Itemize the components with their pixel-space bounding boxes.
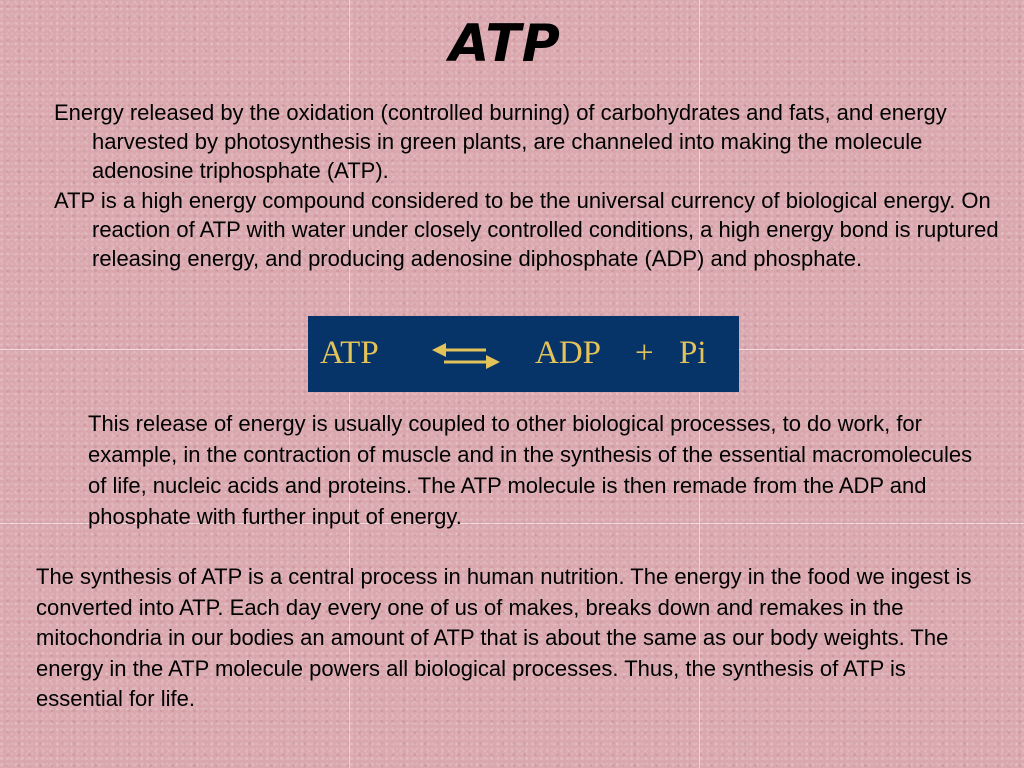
paragraph-energy-sources: Energy released by the oxidation (controlled burning) of carbohydrates and fats, and energy harvested by photosynthesis in green plants, are channeled into making the molecule adenosine triphosphate (ATP). (54, 100, 947, 183)
paragraph-atp-currency: ATP is a high energy compound considered to be the universal currency of biological energy. On reaction of ATP with water under closely controlled conditions, a high energy bond is ruptured releasing energy, and producing adenosine diphosphate (ADP) and phosphate. (54, 188, 999, 271)
equation-adp-label: ADP (535, 335, 602, 371)
equation-atp-label: ATP (320, 335, 379, 371)
slide-title: ATP (449, 14, 561, 74)
atp-equation-figure (308, 316, 739, 392)
equilibrium-arrows-icon (426, 340, 506, 372)
paragraph-atp-synthesis-nutrition: The synthesis of ATP is a central process in human nutrition. The energy in the food we ingest is converted into ATP. Each day every one of us of makes, breaks down and remakes in the mitochondria in our bodies an amount of ATP that is about the same as our body weights. The energy in the ATP molecule powers all biological processes. Thus, the synthesis of ATP is essential for life. (36, 564, 972, 711)
equation-pi-label: Pi (679, 335, 707, 371)
equation-plus-sign: + (635, 335, 654, 371)
paragraph-energy-coupling: This release of energy is usually coupled to other biological processes, to do work, for example, in the contraction of muscle and in the synthesis of the essential macromolecules of life, nucleic acids and proteins. The ATP molecule is then remade from the ADP and phosphate with further input of energy. (88, 411, 973, 529)
